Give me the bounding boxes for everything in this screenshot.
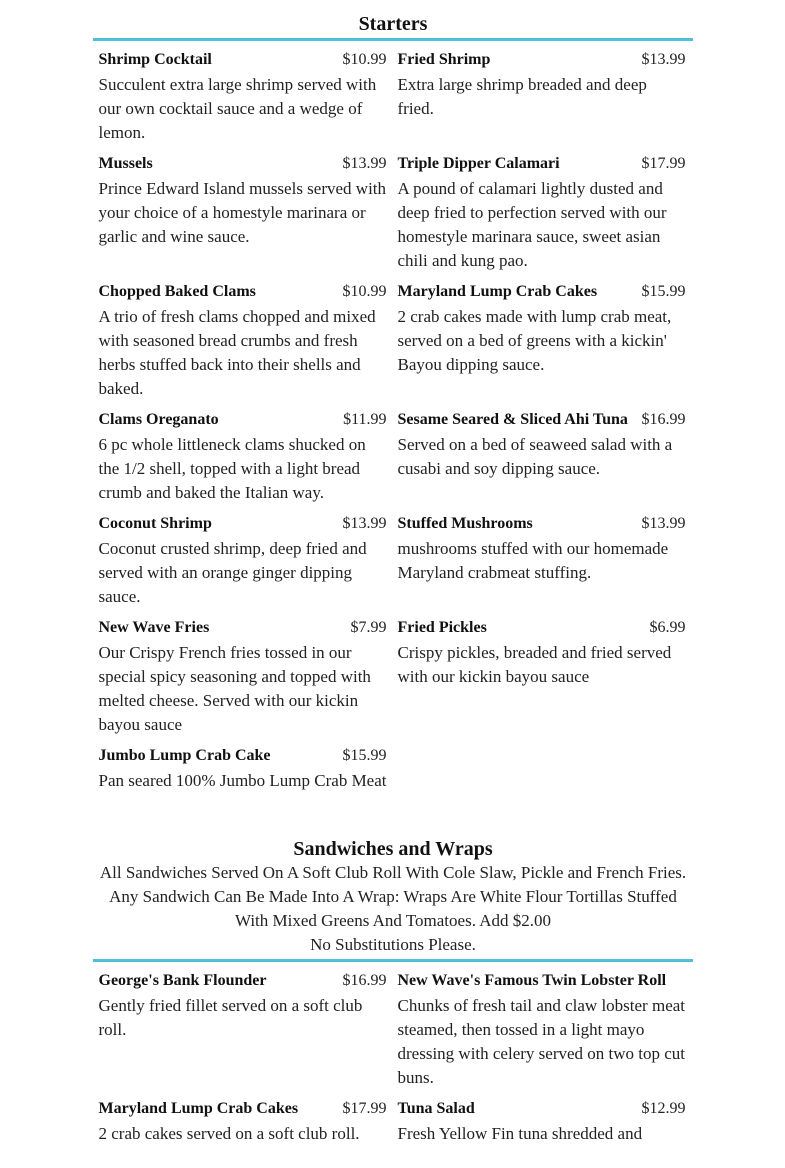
menu-item <box>392 407 691 511</box>
menu-item <box>392 968 691 1096</box>
menu-item <box>93 151 392 279</box>
menu-item <box>392 47 691 151</box>
item-name: Coconut Shrimp <box>98 515 212 532</box>
menu-item <box>93 615 392 743</box>
item-price: $6.99 <box>649 619 686 636</box>
item-name: Maryland Lump Crab Cakes <box>98 1100 299 1117</box>
item-price: $10.99 <box>342 51 387 68</box>
item-description: Succulent extra large shrimp served with our own cocktail sauce and a wedge of lemon. <box>98 75 377 142</box>
item-price: $17.99 <box>342 1100 387 1117</box>
menu-section <box>93 837 693 1152</box>
items-grid <box>93 962 693 1152</box>
section-note: Any Sandwich Can Be Made Into A Wrap: Wraps Are White Flour Tortillas Stuffed With Mixed Greens And Tomatoes. Add $2.00 <box>109 887 677 930</box>
menu-item <box>93 743 392 799</box>
item-description: Coconut crusted shrimp, deep fried and served with an orange ginger dipping sauce. <box>98 539 367 606</box>
item-description: A pound of calamari lightly dusted and deep fried to perfection served with our homestyle marinara sauce, sweet asian chili and kung pao. <box>397 179 667 270</box>
item-name: Fried Pickles <box>397 619 487 636</box>
item-description: Pan seared 100% Jumbo Lump Crab Meat <box>98 771 387 790</box>
menu-item <box>93 968 392 1096</box>
menu-section <box>93 12 693 799</box>
item-description: Our Crispy French fries tossed in our special spicy seasoning and topped with melted cheese. Served with our kickin bayou sauce <box>98 643 371 734</box>
menu-item <box>392 511 691 615</box>
item-price: $13.99 <box>641 515 686 532</box>
item-name: Tuna Salad <box>397 1100 475 1117</box>
item-price: $15.99 <box>342 747 387 764</box>
item-price: $10.99 <box>342 283 387 300</box>
section-title: Starters <box>358 13 428 35</box>
item-name: Stuffed Mushrooms <box>397 515 533 532</box>
item-price: $11.99 <box>343 411 387 428</box>
item-name: Triple Dipper Calamari <box>397 155 560 172</box>
item-description: A trio of fresh clams chopped and mixed with seasoned bread crumbs and fresh herbs stuffed back into their shells and baked. <box>98 307 376 398</box>
item-price: $13.99 <box>342 155 387 172</box>
menu-item <box>392 1096 691 1152</box>
item-price: $13.99 <box>342 515 387 532</box>
menu <box>93 12 693 1152</box>
section-note: All Sandwiches Served On A Soft Club Roll With Cole Slaw, Pickle and French Fries. <box>99 863 687 882</box>
item-description: 2 crab cakes made with lump crab meat, served on a bed of greens with a kickin' Bayou dipping sauce. <box>397 307 672 374</box>
menu-item <box>93 511 392 615</box>
item-description: Fresh Yellow Fin tuna shredded and <box>397 1124 643 1143</box>
item-description: mushrooms stuffed with our homemade Maryland crabmeat stuffing. <box>397 539 669 582</box>
item-name: Fried Shrimp <box>397 51 491 68</box>
item-name: Jumbo Lump Crab Cake <box>98 747 271 764</box>
items-grid <box>93 41 693 799</box>
item-description: Chunks of fresh tail and claw lobster meat steamed, then tossed in a light mayo dressing with celery served on two top cut buns. <box>397 996 686 1087</box>
item-price: $13.99 <box>641 51 686 68</box>
item-description: Prince Edward Island mussels served with your choice of a homestyle marinara or garlic and wine sauce. <box>98 179 387 246</box>
item-description: 2 crab cakes served on a soft club roll. <box>98 1124 360 1143</box>
menu-item <box>392 615 691 743</box>
item-description: Served on a bed of seaweed salad with a cusabi and soy dipping sauce. <box>397 435 673 478</box>
item-name: Sesame Seared & Sliced Ahi Tuna <box>397 411 628 428</box>
item-name: George's Bank Flounder <box>98 972 267 989</box>
item-price: $15.99 <box>641 283 686 300</box>
menu-item <box>93 47 392 151</box>
item-price: $17.99 <box>641 155 686 172</box>
section-note: No Substitutions Please. <box>310 935 476 954</box>
section-title: Sandwiches and Wraps <box>293 838 493 860</box>
item-description: Crispy pickles, breaded and fried served with our kickin bayou sauce <box>397 643 672 686</box>
item-name: Shrimp Cocktail <box>98 51 212 68</box>
item-description: Gently fried fillet served on a soft club roll. <box>98 996 363 1039</box>
menu-item <box>392 151 691 279</box>
item-name: Chopped Baked Clams <box>98 283 256 300</box>
menu-item <box>93 279 392 407</box>
item-price: $12.99 <box>641 1100 686 1117</box>
item-name: Clams Oreganato <box>98 411 219 428</box>
item-price: $7.99 <box>350 619 387 636</box>
menu-item <box>392 279 691 407</box>
item-name: New Wave Fries <box>98 619 210 636</box>
menu-item <box>93 407 392 511</box>
menu-item <box>93 1096 392 1152</box>
item-price: $16.99 <box>342 972 387 989</box>
item-description: 6 pc whole littleneck clams shucked on the 1/2 shell, topped with a light bread crumb and baked the Italian way. <box>98 435 366 502</box>
item-name: Maryland Lump Crab Cakes <box>397 283 598 300</box>
item-name: Mussels <box>98 155 153 172</box>
item-description: Extra large shrimp breaded and deep fried. <box>397 75 647 118</box>
item-name: New Wave's Famous Twin Lobster Roll <box>397 972 667 989</box>
item-price: $16.99 <box>641 411 686 428</box>
